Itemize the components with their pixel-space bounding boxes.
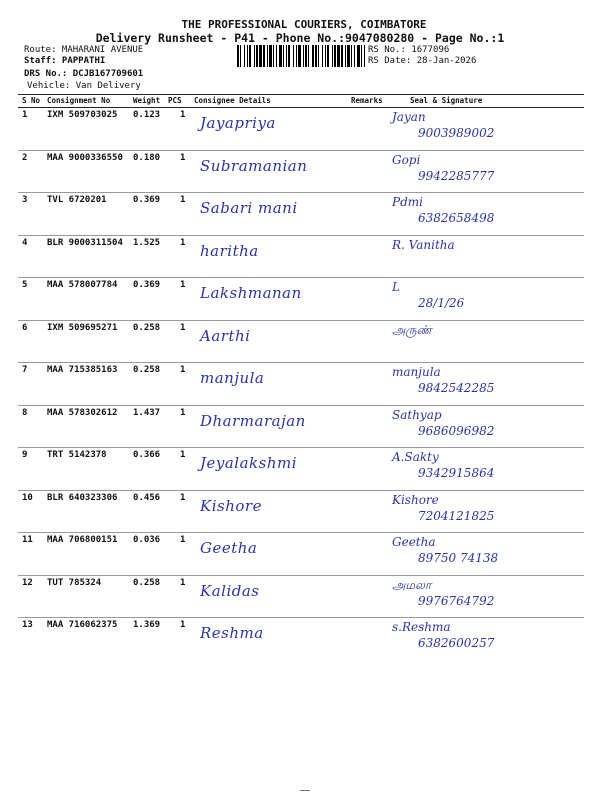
table-header: [18, 94, 584, 108]
table-row: [18, 618, 584, 660]
row-pcs: 1: [180, 577, 186, 588]
row-pcs: 1: [180, 195, 186, 205]
row-weight: 1.369: [133, 620, 161, 630]
row-pcs: 1: [180, 237, 186, 248]
row-weight: 0.123: [133, 110, 161, 120]
table-row: [18, 533, 584, 576]
col-remarks: Remarks: [351, 96, 383, 105]
vehicle-label: Vehicle: Van Delivery: [27, 81, 141, 91]
drs-label: DRS No.: DCJB167709601: [24, 69, 144, 79]
row-signature-note: 9976764792: [418, 593, 495, 608]
row-sno: 2: [22, 152, 28, 163]
row-signature-note: 9686096982: [418, 423, 495, 438]
row-signature: R. Vanitha: [392, 237, 455, 252]
page-footer-mark: [300, 790, 310, 795]
row-pcs: 1: [180, 110, 186, 120]
row-sno: 13: [22, 620, 33, 630]
row-signature: Kishore: [392, 492, 439, 507]
row-sno: 7: [22, 365, 28, 375]
row-signature: அமலா: [392, 577, 432, 592]
col-pcs: PCS: [168, 96, 182, 105]
row-consignment-no: IXM 509703025: [47, 110, 118, 120]
row-sno: 3: [22, 195, 28, 205]
row-weight: 0.180: [133, 152, 161, 163]
row-pcs: 1: [180, 280, 186, 290]
row-weight: 1.525: [133, 237, 161, 248]
row-signature-note: 9842542285: [418, 381, 495, 395]
table-row: [18, 363, 584, 406]
row-consignee-name: Jayapriya: [200, 114, 276, 132]
row-weight: 0.258: [133, 322, 161, 333]
barcode: [237, 45, 365, 67]
row-sno: 8: [22, 407, 28, 418]
table-row: [18, 108, 584, 151]
row-signature: Pdmi: [392, 195, 423, 209]
table-body: [18, 108, 584, 660]
row-signature-note: 9342915864: [418, 466, 495, 480]
row-consignee-name: Kalidas: [200, 581, 260, 600]
row-pcs: 1: [180, 365, 186, 375]
row-signature-note: 9942285777: [418, 168, 495, 183]
row-signature: s.Reshma: [392, 620, 451, 634]
row-signature-note: 6382600257: [418, 636, 495, 650]
row-signature: A.Sakty: [392, 450, 439, 464]
row-signature-note: 89750 74138: [418, 551, 499, 565]
table-row: [18, 406, 584, 449]
row-sno: 1: [22, 110, 28, 120]
row-signature-note: 6382658498: [418, 211, 495, 225]
row-consignee-name: Dharmarajan: [200, 411, 306, 430]
row-weight: 0.258: [133, 577, 161, 588]
table-row: [18, 491, 584, 534]
row-signature: Geetha: [392, 535, 436, 549]
col-seal-signature: Seal & Signature: [410, 96, 483, 105]
row-sno: 4: [22, 237, 28, 248]
row-consignee-name: Reshma: [200, 624, 264, 642]
row-signature: L: [392, 280, 400, 294]
row-sno: 11: [22, 535, 33, 545]
rs-date: RS Date: 28-Jan-2026: [368, 56, 477, 66]
row-weight: 0.369: [133, 280, 161, 290]
table-row: [18, 151, 584, 194]
table-row: [18, 236, 584, 279]
row-weight: 0.369: [133, 195, 161, 205]
row-pcs: 1: [180, 407, 186, 418]
col-sno: S No: [22, 96, 41, 105]
row-consignee-name: manjula: [200, 369, 265, 387]
rs-number: RS No.: 1677096: [368, 45, 450, 55]
col-weight: Weight: [133, 96, 161, 105]
row-consignee-name: Jeyalakshmi: [200, 454, 298, 472]
row-weight: 0.456: [133, 492, 161, 503]
row-consignee-name: Subramanian: [200, 156, 308, 175]
col-consignee: Consignee Details: [194, 96, 271, 105]
table-row: [18, 193, 584, 236]
row-weight: 1.437: [133, 407, 161, 418]
row-consignment-no: MAA 716062375: [47, 620, 118, 630]
row-consignee-name: Aarthi: [200, 326, 251, 345]
row-signature-note: 28/1/26: [418, 296, 465, 310]
row-consignee-name: Geetha: [200, 539, 258, 557]
row-consignee-name: Sabari mani: [200, 199, 298, 217]
row-pcs: 1: [180, 620, 186, 630]
row-pcs: 1: [180, 152, 186, 163]
row-pcs: 1: [180, 535, 186, 545]
row-signature-note: 7204121825: [418, 508, 495, 523]
delivery-table: [18, 94, 584, 660]
table-row: [18, 321, 584, 364]
table-row: [18, 576, 584, 619]
row-signature: அருண்: [392, 322, 432, 337]
staff-label: Staff: PAPPATHI: [24, 56, 106, 66]
row-consignment-no: IXM 509695271: [47, 322, 118, 333]
row-consignment-no: MAA 578007784: [47, 280, 118, 290]
row-consignment-no: TVL 6720201: [47, 195, 107, 205]
table-row: [18, 278, 584, 321]
row-consignment-no: TRT 5142378: [47, 450, 107, 460]
table-row: [18, 448, 584, 491]
row-consignment-no: MAA 578302612: [47, 407, 118, 418]
row-weight: 0.036: [133, 535, 161, 545]
row-consignment-no: MAA 715385163: [47, 365, 118, 375]
row-signature: Jayan: [392, 110, 426, 124]
row-signature: Gopi: [392, 152, 421, 167]
row-sno: 12: [22, 577, 33, 588]
row-consignment-no: MAA 9000336550: [47, 152, 123, 163]
row-signature: manjula: [392, 365, 441, 379]
row-consignment-no: BLR 9000311504: [47, 237, 123, 248]
row-consignee-name: haritha: [200, 241, 259, 260]
row-signature-note: 9003989002: [418, 126, 495, 140]
row-weight: 0.366: [133, 450, 161, 460]
row-pcs: 1: [180, 322, 186, 333]
col-consignment: Consignment No: [47, 96, 111, 105]
route-label: Route: MAHARANI AVENUE: [24, 45, 144, 55]
row-pcs: 1: [180, 450, 186, 460]
row-consignment-no: TUT 785324: [47, 577, 102, 588]
company-title: THE PROFESSIONAL COURIERS, COIMBATORE: [181, 18, 427, 31]
row-consignee-name: Lakshmanan: [200, 284, 302, 302]
row-sno: 10: [22, 492, 33, 503]
row-sno: 5: [22, 280, 28, 290]
runsheet-title: Delivery Runsheet - P41 - Phone No.:9047080280 - Page No.:1: [95, 31, 505, 45]
row-sno: 9: [22, 450, 28, 460]
row-sno: 6: [22, 322, 28, 333]
row-signature: Sathyap: [392, 407, 442, 422]
row-pcs: 1: [180, 492, 186, 503]
row-weight: 0.258: [133, 365, 161, 375]
row-consignee-name: Kishore: [200, 496, 262, 515]
row-consignment-no: MAA 706800151: [47, 535, 118, 545]
row-consignment-no: BLR 640323306: [47, 492, 118, 503]
